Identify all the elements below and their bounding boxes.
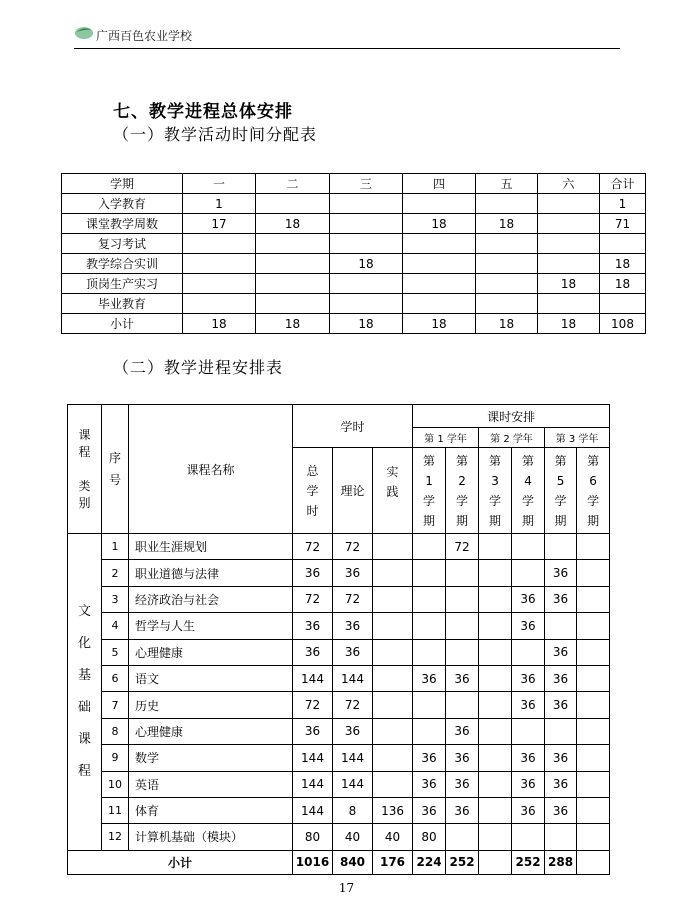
table-cell [577,639,610,665]
subtotal-cell: 1016 [293,850,333,874]
activity-time-table [61,173,646,334]
table-cell: 136 [373,797,413,823]
table-cell: 72 [293,692,333,718]
table-cell [373,745,413,771]
table-cell: 36 [413,797,446,823]
table-cell [512,560,545,586]
table-cell [446,824,479,850]
table-row [68,824,610,850]
table-cell: 18 [330,254,403,274]
seq-cell: 4 [102,613,129,639]
table-cell: 1 [183,194,256,214]
table-row [68,586,610,612]
table-cell [479,797,512,823]
course-name-cell: 职业生涯规划 [129,534,293,560]
seq-cell: 5 [102,639,129,665]
table-cell [403,194,476,214]
table-header-row [62,174,646,194]
table-cell [373,718,413,744]
header-semester-4: 第 4 学 期 [512,448,545,534]
table-row [68,718,610,744]
table-cell [403,274,476,294]
table-cell [479,824,512,850]
table-cell: 36 [446,665,479,691]
row-label: 复习考试 [62,234,183,254]
subtotal-row [68,850,610,874]
table-cell: 144 [333,665,373,691]
header-schedule: 课时安排 [413,405,610,428]
table-cell [373,692,413,718]
table-cell [476,194,538,214]
header-course-name: 课程名称 [129,405,293,534]
table-cell [446,692,479,718]
header-semester-1: 第 1 学 期 [413,448,446,534]
column-header: 五 [476,174,538,194]
table-cell [413,718,446,744]
table-cell [479,613,512,639]
table-row [68,692,610,718]
table-cell: 36 [333,718,373,744]
course-name-cell: 体育 [129,797,293,823]
table-cell: 18 [330,314,403,334]
column-header: 六 [538,174,600,194]
section-title: 七、教学进程总体安排 [113,102,293,122]
column-header: 学期 [62,174,183,194]
table-cell [479,639,512,665]
table-cell: 36 [512,665,545,691]
subtotal-cell: 252 [512,850,545,874]
column-header: 三 [330,174,403,194]
table-cell [256,274,330,294]
table-cell [479,745,512,771]
seq-cell: 3 [102,586,129,612]
table-cell [538,294,600,314]
table-cell: 72 [333,534,373,560]
row-label: 顶岗生产实习 [62,274,183,294]
seq-cell: 10 [102,771,129,797]
table-row [68,560,610,586]
table-cell: 36 [512,771,545,797]
table-cell [577,586,610,612]
table-cell: 18 [600,254,646,274]
table-cell [577,771,610,797]
table-cell: 72 [293,586,333,612]
table-cell [577,824,610,850]
table-cell: 72 [293,534,333,560]
table-row [62,254,646,274]
header-semester-5: 第 5 学 期 [545,448,577,534]
header-theory: 理论 [333,448,373,534]
table-cell [545,534,577,560]
header-hours: 学时 [293,405,413,448]
table-cell: 36 [333,639,373,665]
table-cell [538,254,600,274]
table-cell [330,234,403,254]
table-cell: 18 [538,274,600,294]
course-name-cell: 心理健康 [129,718,293,744]
table-cell: 36 [545,771,577,797]
table-cell: 18 [403,314,476,334]
table-cell [256,234,330,254]
table-cell: 18 [538,314,600,334]
course-name-cell: 心理健康 [129,639,293,665]
table-cell [373,771,413,797]
course-name-cell: 历史 [129,692,293,718]
table-cell [479,560,512,586]
table-cell [446,560,479,586]
table-cell [577,745,610,771]
table-cell [577,560,610,586]
header-semester-3: 第 3 学 期 [479,448,512,534]
table-cell [512,824,545,850]
table-cell [183,254,256,274]
table-cell [476,274,538,294]
table-cell [512,534,545,560]
table-cell: 1 [600,194,646,214]
table-row [68,771,610,797]
table-cell [577,718,610,744]
page-header [74,24,620,49]
table-cell [403,234,476,254]
table-cell: 36 [413,745,446,771]
header-year-3: 第 3 学年 [545,428,610,448]
column-header: 合计 [600,174,646,194]
table-cell: 36 [413,771,446,797]
table-cell: 36 [512,586,545,612]
table-cell [600,294,646,314]
table-cell [413,534,446,560]
header-course-category: 课 程 类 别 [68,405,102,534]
table-row [68,745,610,771]
table-cell [577,797,610,823]
table-cell: 36 [512,745,545,771]
seq-cell: 8 [102,718,129,744]
table-row [68,534,610,560]
table-cell: 8 [333,797,373,823]
table-cell [330,294,403,314]
table-row [68,613,610,639]
table-cell: 36 [446,771,479,797]
column-header: 四 [403,174,476,194]
column-header: 一 [183,174,256,194]
table-cell: 36 [293,560,333,586]
table-row [62,234,646,254]
table-cell: 18 [256,314,330,334]
subtotal-label: 小计 [68,850,293,874]
table-cell [479,534,512,560]
table-cell: 36 [293,718,333,744]
table-cell: 36 [545,560,577,586]
table-row [62,214,646,234]
table-cell [476,294,538,314]
table-cell [183,274,256,294]
table-cell [476,234,538,254]
table-cell: 17 [183,214,256,234]
table-cell: 36 [545,639,577,665]
course-name-cell: 英语 [129,771,293,797]
table-cell [330,274,403,294]
table-cell [183,294,256,314]
row-label: 小计 [62,314,183,334]
table-cell: 18 [256,214,330,234]
seq-cell: 9 [102,745,129,771]
table-cell [373,560,413,586]
table-cell: 36 [512,613,545,639]
table2-title: （二）教学进程安排表 [113,358,284,377]
table-cell: 36 [512,797,545,823]
school-name: 广西百色农业学校 [96,29,193,43]
table-cell: 18 [403,214,476,234]
table-cell: 36 [545,745,577,771]
table-cell: 40 [373,824,413,850]
subtotal-cell [577,850,610,874]
table-cell: 36 [545,797,577,823]
table-cell: 144 [293,745,333,771]
table-cell [545,718,577,744]
table-cell [479,665,512,691]
table-cell: 36 [512,692,545,718]
table-cell: 144 [293,771,333,797]
table-cell: 18 [476,214,538,234]
table-cell [538,214,600,234]
table-cell: 36 [293,613,333,639]
table-cell [446,613,479,639]
table-cell: 80 [413,824,446,850]
table-cell [512,639,545,665]
table-cell [373,586,413,612]
table-cell [413,639,446,665]
row-label: 教学综合实训 [62,254,183,274]
table-cell [545,824,577,850]
header-year-2: 第 2 学年 [479,428,545,448]
table-cell [183,234,256,254]
table-cell [256,254,330,274]
row-label: 课堂教学周数 [62,214,183,234]
header-semester-2: 第 2 学 期 [446,448,479,534]
table-cell: 36 [446,797,479,823]
header-seq: 序 号 [102,405,129,534]
table-row [62,274,646,294]
seq-cell: 7 [102,692,129,718]
table-cell [479,692,512,718]
table-cell: 144 [333,745,373,771]
seq-cell: 2 [102,560,129,586]
table1-title: （一）教学活动时间分配表 [113,125,318,144]
subtotal-cell: 224 [413,850,446,874]
table-cell: 71 [600,214,646,234]
table-row [62,294,646,314]
table-cell [446,639,479,665]
table-cell [538,194,600,214]
school-logo-icon [74,24,94,40]
table-cell [577,534,610,560]
table-cell: 40 [333,824,373,850]
table-cell [413,560,446,586]
subtotal-cell: 840 [333,850,373,874]
table-cell [403,294,476,314]
table-cell [577,692,610,718]
header-semester-6: 第 6 学 期 [577,448,610,534]
table-cell: 72 [333,586,373,612]
table-cell [476,254,538,274]
course-name-cell: 数学 [129,745,293,771]
row-label: 入学教育 [62,194,183,214]
course-name-cell: 语文 [129,665,293,691]
seq-cell: 11 [102,797,129,823]
header-practice: 实 践 [373,448,413,534]
table-cell: 144 [293,797,333,823]
seq-cell: 1 [102,534,129,560]
table-cell [330,214,403,234]
table-cell [545,613,577,639]
table-cell [413,692,446,718]
course-category: 文 化 基 础 课 程 [68,534,102,851]
table-row [68,665,610,691]
course-name-cell: 哲学与人生 [129,613,293,639]
table-cell: 18 [183,314,256,334]
table-cell [373,534,413,560]
header-year-1: 第 1 学年 [413,428,479,448]
table-row [68,639,610,665]
table-cell [403,254,476,274]
column-header: 二 [256,174,330,194]
table-cell [373,613,413,639]
table-cell [538,234,600,254]
table-cell: 36 [333,613,373,639]
table-cell [600,234,646,254]
table-cell [373,665,413,691]
table-cell: 36 [545,692,577,718]
table-cell: 72 [333,692,373,718]
table-cell: 80 [293,824,333,850]
table-cell: 18 [600,274,646,294]
table-cell: 144 [333,771,373,797]
table-cell: 18 [476,314,538,334]
table-cell [577,665,610,691]
table-cell [479,718,512,744]
table-cell [479,771,512,797]
header-total-hours: 总 学 时 [293,448,333,534]
table-row [62,194,646,214]
subtotal-cell: 288 [545,850,577,874]
course-name-cell: 经济政治与社会 [129,586,293,612]
table-cell: 36 [333,560,373,586]
table-cell [413,613,446,639]
teaching-schedule-table [67,404,610,875]
table-cell: 36 [413,665,446,691]
table-row [62,314,646,334]
table-cell [256,194,330,214]
seq-cell: 6 [102,665,129,691]
table-cell [577,613,610,639]
course-name-cell: 职业道德与法律 [129,560,293,586]
subtotal-cell: 252 [446,850,479,874]
page-number: 17 [338,881,355,895]
table-row [68,797,610,823]
table-cell: 36 [446,718,479,744]
table-cell: 36 [545,586,577,612]
seq-cell: 12 [102,824,129,850]
table-cell: 108 [600,314,646,334]
table-cell [330,194,403,214]
table-cell [256,294,330,314]
table-cell: 36 [545,665,577,691]
table-cell: 144 [293,665,333,691]
table-cell [446,586,479,612]
row-label: 毕业教育 [62,294,183,314]
table-cell: 36 [293,639,333,665]
table-cell [512,718,545,744]
table-cell [413,586,446,612]
table-cell [373,639,413,665]
table-cell: 36 [446,745,479,771]
subtotal-cell [479,850,512,874]
subtotal-cell: 176 [373,850,413,874]
table-cell [479,586,512,612]
table-cell: 72 [446,534,479,560]
course-name-cell: 计算机基础（模块） [129,824,293,850]
